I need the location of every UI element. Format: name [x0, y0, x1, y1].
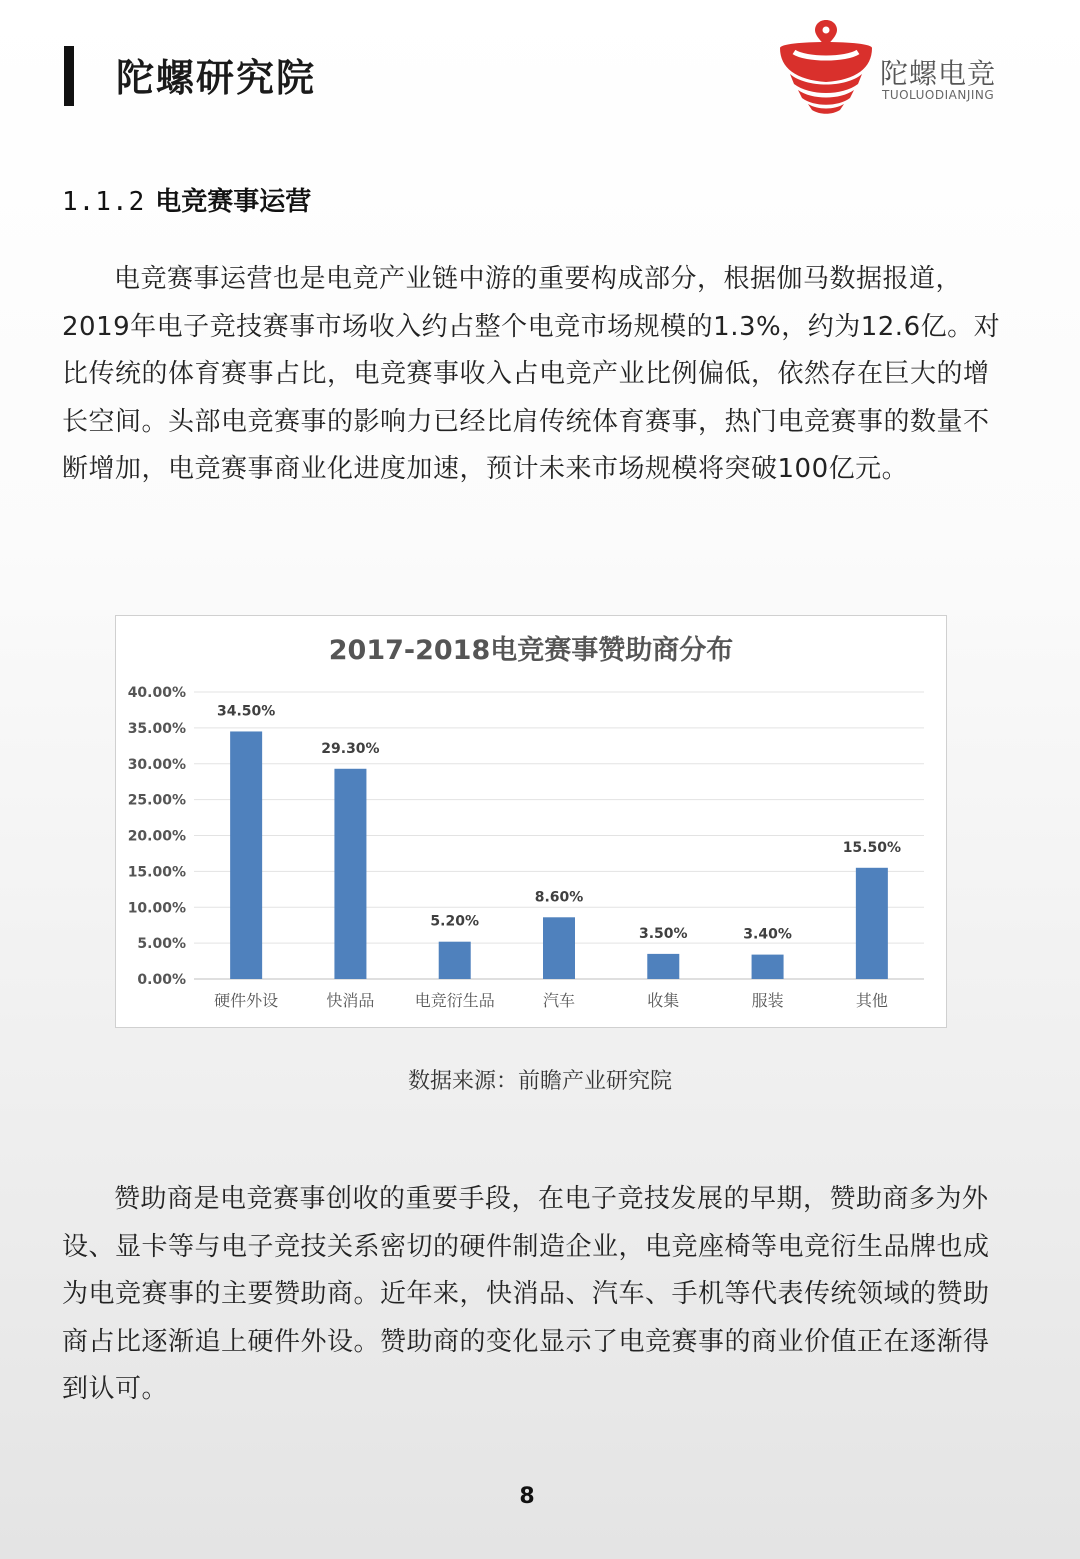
- y-tick-label: 5.00%: [137, 936, 186, 953]
- bar: [647, 954, 679, 979]
- bar: [752, 955, 784, 979]
- y-tick-label: 35.00%: [127, 720, 186, 737]
- y-tick-label: 10.00%: [127, 900, 186, 917]
- data-source-caption: 数据来源：前瞻产业研究院: [407, 1069, 672, 1094]
- x-tick-label: 服装: [751, 991, 784, 1010]
- header-accent-bar: [64, 46, 74, 106]
- data-label: 5.20%: [430, 913, 480, 930]
- x-tick-label: 电竞衍生品: [414, 991, 495, 1010]
- data-label: 3.40%: [743, 926, 792, 943]
- bar: [230, 731, 262, 979]
- bar: [439, 942, 471, 979]
- y-tick-label: 0.00%: [137, 972, 186, 988]
- x-tick-label: 其他: [855, 991, 888, 1010]
- y-tick-label: 20.00%: [127, 828, 186, 845]
- section-heading: [62, 184, 311, 220]
- y-tick-label: 15.00%: [127, 864, 186, 881]
- x-tick-label: 汽车: [542, 991, 576, 1010]
- y-tick-label: 25.00%: [127, 792, 186, 809]
- y-tick-label: 30.00%: [127, 756, 186, 773]
- body-paragraph-1: 电竞赛事运营也是电竞产业链中游的重要构成部分，根据伽马数据报道，2019年电子竞技赛事市场收入约占整个电竞市场规模的1.3%，约为12.6亿。对比传统的体育赛事占比，电竞赛事收入占电竞产业比例偏低，依然存在巨大的增长空间。头部电竞赛事的影响力已经比肩传统体育赛事，热门电竞赛事的数量不断增加，电竞赛事商业化进度加速，预计未来市场规模将突破100亿元。: [62, 264, 1001, 484]
- logo-text-cn: 陀螺电竞: [880, 57, 997, 90]
- logo-text-en: TUOLUODIANJING: [882, 88, 995, 102]
- data-label: 15.50%: [842, 839, 902, 856]
- data-label: 29.30%: [321, 740, 380, 757]
- bar: [334, 769, 366, 979]
- section-title: 电竞赛事运营: [155, 187, 312, 217]
- bar: [543, 917, 575, 979]
- bar: [856, 868, 888, 979]
- x-tick-label: 硬件外设: [214, 991, 279, 1010]
- header-title: 陀螺研究院: [116, 56, 317, 100]
- data-label: 3.50%: [638, 925, 688, 942]
- data-label: 34.50%: [216, 703, 276, 720]
- x-tick-label: 收集: [647, 991, 680, 1010]
- chart-title: 2017-2018电竞赛事赞助商分布: [328, 635, 734, 666]
- section-number: 1.1.2: [62, 187, 146, 217]
- page-number: 8: [519, 1484, 535, 1509]
- body-paragraph-2: 赞助商是电竞赛事创收的重要手段，在电子竞技发展的早期，赞助商多为外设、显卡等与电子竞技关系密切的硬件制造企业，电竞座椅等电竞衍生品牌也成为电竞赛事的主要赞助商。近年来，快消品、汽车、手机等代表传统领域的赞助商占比逐渐追上硬件外设。赞助商的变化显示了电竞赛事的商业价值正在逐渐得到认可。: [62, 1184, 990, 1404]
- data-label: 8.60%: [534, 889, 584, 906]
- y-tick-label: 40.00%: [127, 685, 186, 701]
- chart-plot: [116, 616, 946, 1027]
- x-tick-label: 快消品: [326, 991, 375, 1010]
- sponsor-distribution-chart: [115, 615, 947, 1028]
